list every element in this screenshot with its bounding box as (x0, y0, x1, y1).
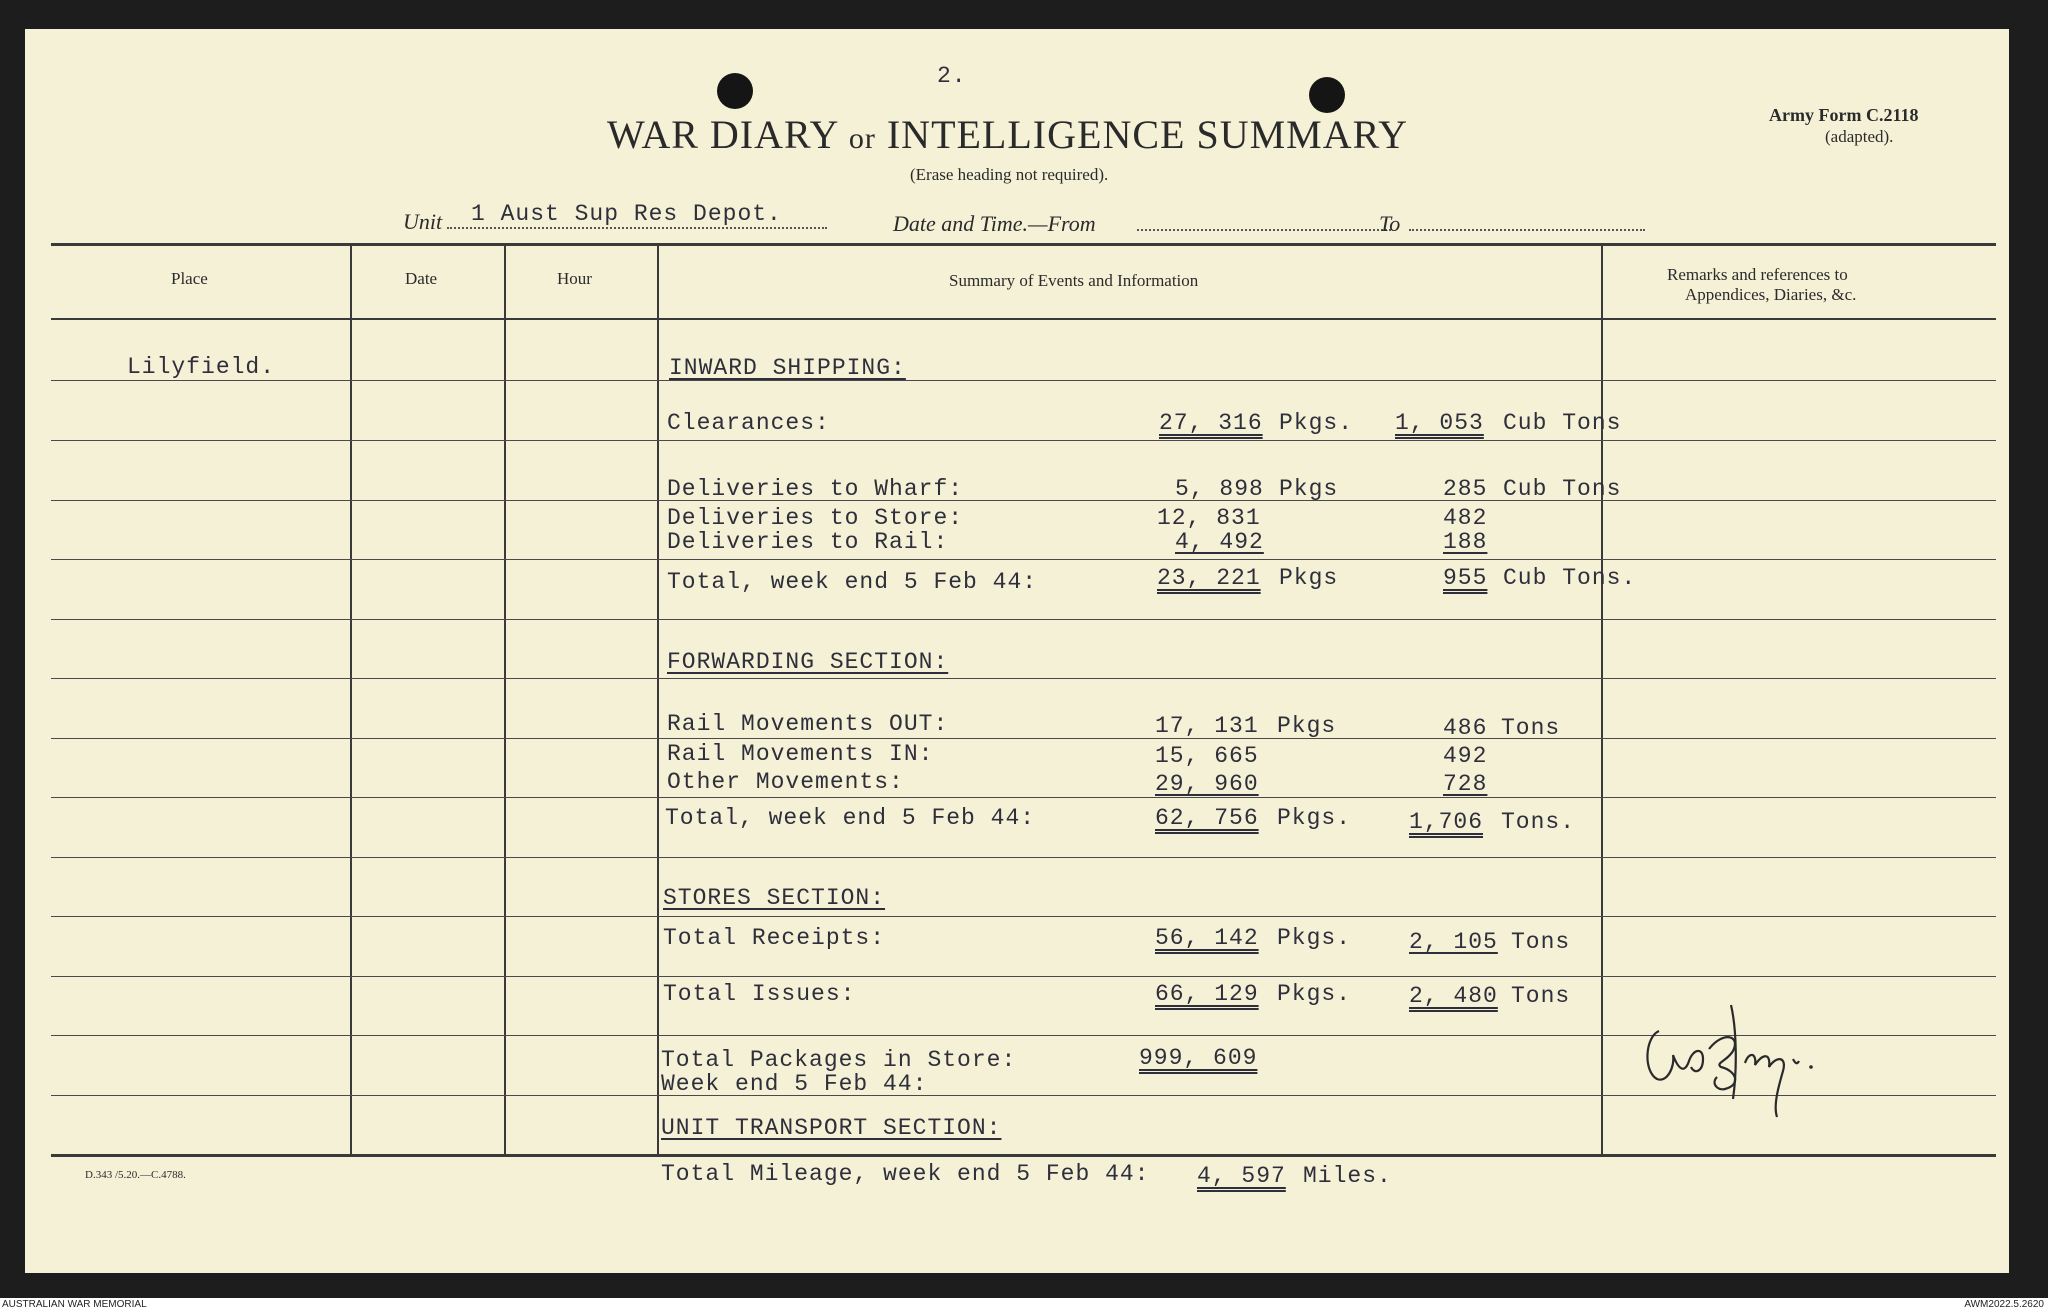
forwarding-total-pkgs-unit: Pkgs. (1277, 805, 1352, 831)
row-rule (51, 857, 1996, 858)
subtitle: (Erase heading not required). (910, 165, 1109, 184)
rail-out-label: Rail Movements OUT: (667, 711, 949, 737)
clearances-pkgs: 27, 316 (1159, 410, 1263, 436)
punch-hole-left (717, 73, 753, 109)
row-rule (51, 916, 1996, 917)
place-entry: Lilyfield. (127, 354, 276, 380)
unit-dotted-line (447, 227, 827, 229)
column-header-remarks-line-2: Appendices, Diaries, &c. (1685, 285, 1857, 304)
row-rule (51, 678, 1996, 679)
page-number: 2. (937, 63, 967, 89)
rail-out-tons: 486 (1443, 715, 1488, 741)
inward-total-label: Total, week end 5 Feb 44: (667, 569, 1038, 595)
date-time-label: Date and Time.—From (893, 211, 1096, 236)
other-movements-pkgs: 29, 960 (1155, 771, 1259, 797)
receipts-label: Total Receipts: (663, 925, 886, 951)
rail-in-pkgs: 15, 665 (1155, 743, 1259, 769)
form-code: D.343 /5.20.—C.4788. (85, 1169, 186, 1181)
archive-footer (0, 1298, 2048, 1314)
column-header-remarks-line-1: Remarks and references to (1667, 265, 1848, 284)
footer-right-id: AWM2022.5.2620 (1964, 1299, 2044, 1310)
footer-left-credit: AUSTRALIAN WAR MEMORIAL (2, 1299, 147, 1310)
inward-shipping-heading: INWARD SHIPPING: (669, 355, 906, 381)
row-rule (51, 797, 1996, 798)
store-tons: 482 (1443, 505, 1488, 531)
from-dotted-line (1137, 229, 1391, 231)
receipts-pkgs-unit: Pkgs. (1277, 925, 1352, 951)
row-rule (51, 380, 1996, 381)
clearances-pkgs-unit: Pkgs. (1279, 410, 1354, 436)
other-movements-label: Other Movements: (667, 769, 904, 795)
wharf-pkgs: 5, 898 (1175, 476, 1264, 502)
signature-mark (1637, 1001, 1837, 1121)
forwarding-heading: FORWARDING SECTION: (667, 649, 949, 675)
rail-label: Deliveries to Rail: (667, 529, 949, 555)
forwarding-total-label: Total, week end 5 Feb 44: (665, 805, 1036, 831)
rail-tons: 188 (1443, 529, 1488, 555)
wharf-label: Deliveries to Wharf: (667, 476, 964, 502)
punch-hole-right (1309, 77, 1345, 113)
issues-pkgs-unit: Pkgs. (1277, 981, 1352, 1007)
receipts-pkgs: 56, 142 (1155, 925, 1259, 951)
row-rule (51, 976, 1996, 977)
page-title (607, 111, 1408, 158)
forwarding-total-pkgs: 62, 756 (1155, 805, 1259, 831)
column-header-date: Date (405, 269, 438, 288)
title-part-2: INTELLIGENCE SUMMARY (886, 112, 1408, 157)
to-label: To (1379, 211, 1401, 236)
forwarding-total-tons: 1,706 (1409, 809, 1484, 835)
wharf-tons-unit: Cub Tons (1503, 476, 1622, 502)
issues-tons: 2, 480 (1409, 983, 1498, 1009)
issues-pkgs: 66, 129 (1155, 981, 1259, 1007)
issues-tons-unit: Tons (1511, 983, 1571, 1009)
clearances-tons: 1, 053 (1395, 410, 1484, 436)
rail-out-tons-unit: Tons (1501, 715, 1561, 741)
to-dotted-line (1409, 229, 1645, 231)
column-header-summary: Summary of Events and Information (949, 271, 1199, 290)
rail-in-label: Rail Movements IN: (667, 741, 934, 767)
in-store-label-line-2: Week end 5 Feb 44: (661, 1071, 928, 1097)
row-rule (51, 440, 1996, 441)
wharf-tons: 285 (1443, 476, 1488, 502)
rail-out-pkgs-unit: Pkgs (1277, 713, 1337, 739)
mileage-label: Total Mileage, week end 5 Feb 44: (661, 1161, 1150, 1187)
row-rule (51, 619, 1996, 620)
table-bottom-rule (51, 1154, 1996, 1157)
clearances-label: Clearances: (667, 410, 830, 436)
header-bottom-rule (51, 318, 1996, 320)
unit-value: 1 Aust Sup Res Depot. (471, 201, 782, 227)
mileage-value: 4, 597 (1197, 1163, 1286, 1189)
inward-total-pkgs: 23, 221 (1157, 565, 1261, 591)
forwarding-total-tons-unit: Tons. (1501, 809, 1576, 835)
stores-heading: STORES SECTION: (663, 885, 886, 911)
store-label: Deliveries to Store: (667, 505, 964, 531)
title-part-1: WAR DIARY (607, 112, 838, 157)
unit-label: Unit (403, 209, 443, 234)
clearances-tons-unit: Cub Tons (1503, 410, 1622, 436)
wharf-pkgs-unit: Pkgs (1279, 476, 1339, 502)
inward-total-tons: 955 (1443, 565, 1488, 591)
title-or: or (848, 122, 876, 155)
in-store-value: 999, 609 (1139, 1045, 1258, 1071)
rail-in-tons: 492 (1443, 743, 1488, 769)
rail-out-pkgs: 17, 131 (1155, 713, 1259, 739)
receipts-tons-unit: Tons (1511, 929, 1571, 955)
row-rule (51, 500, 1996, 501)
row-rule (51, 738, 1996, 739)
inward-total-tons-unit: Cub Tons. (1503, 565, 1637, 591)
diary-page (25, 29, 2009, 1273)
army-form-note: (adapted). (1825, 127, 1894, 146)
transport-heading: UNIT TRANSPORT SECTION: (661, 1115, 1002, 1141)
inward-total-pkgs-unit: Pkgs (1279, 565, 1339, 591)
mileage-unit: Miles. (1303, 1163, 1392, 1189)
row-rule (51, 559, 1996, 560)
receipts-tons: 2, 105 (1409, 929, 1498, 955)
army-form-label: Army Form C.2118 (1769, 105, 1919, 125)
column-header-place: Place (171, 269, 208, 288)
rail-pkgs: 4, 492 (1175, 529, 1264, 555)
column-header-hour: Hour (557, 269, 592, 288)
other-movements-tons: 728 (1443, 771, 1488, 797)
issues-label: Total Issues: (663, 981, 856, 1007)
table-top-rule (51, 243, 1996, 246)
in-store-label-line-1: Total Packages in Store: (661, 1047, 1017, 1073)
store-pkgs: 12, 831 (1157, 505, 1261, 531)
